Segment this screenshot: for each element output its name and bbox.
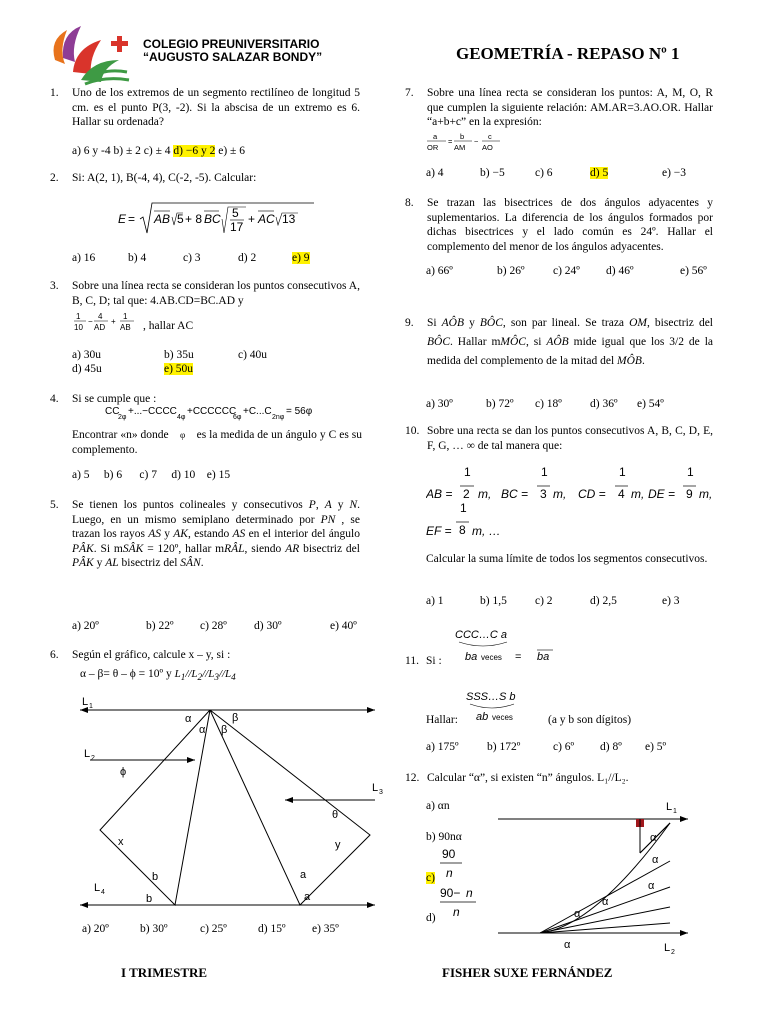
- digits-note: (a y b son dígitos): [548, 714, 632, 726]
- question-text: Calcular “α”, si existen “n” ángulos. L₁//L₂.: [427, 772, 629, 784]
- svg-text:AD: AD: [94, 323, 106, 332]
- formula-CC: [105, 404, 355, 429]
- svg-text:+: +: [111, 317, 116, 326]
- svg-text:CC: CC: [105, 406, 120, 417]
- svg-text:BC =: BC =: [501, 487, 529, 501]
- svg-text:+: +: [248, 212, 256, 226]
- svg-text:EF =: EF =: [426, 524, 452, 538]
- svg-text:+ 8: + 8: [185, 212, 203, 226]
- formula-q11-top: [455, 624, 565, 673]
- school-name-line1: COLEGIO PREUNIVERSITARIO: [143, 37, 320, 51]
- svg-text:3: 3: [379, 789, 383, 796]
- question-6-figure: [70, 695, 390, 930]
- svg-text:+...−CCCC: +...−CCCC: [128, 406, 177, 417]
- answer-highlight: d) 5: [590, 167, 609, 179]
- option-a: a) 30u: [72, 349, 102, 361]
- question-text: Se trazan las bisectrices de dos ángulos adyacentes y suplementarios. La diferencia de los ángulos formados por dichas bisectrices y el lado común es 24º. Hallar el complemento del menor de los ángulos adyacentes.: [427, 197, 713, 253]
- svg-text:ab: ab: [476, 711, 489, 723]
- answer-highlight: d) −6 y 2: [173, 145, 216, 157]
- option-c: c) 18º: [535, 398, 562, 410]
- footer-right: FISHER SUXE FERNÁNDEZ: [442, 965, 613, 980]
- svg-text:9: 9: [686, 487, 693, 501]
- svg-text:1: 1: [541, 465, 548, 479]
- option-e: e) −3: [662, 167, 687, 179]
- option-b: b) 22º: [146, 620, 174, 632]
- options: a) 6 y -4 b) ± 2 c) ± 4: [72, 145, 171, 157]
- option-e: e) 56º: [680, 265, 707, 277]
- option-d: d) 30º: [254, 620, 282, 632]
- svg-text:DE =: DE =: [648, 487, 676, 501]
- svg-text:α: α: [648, 880, 655, 892]
- phi-symbol: φ: [180, 430, 186, 440]
- svg-text:b: b: [152, 871, 159, 883]
- option-c: c) 6º: [553, 741, 575, 753]
- svg-text:+C...C: +C...C: [243, 406, 272, 417]
- svg-text:α: α: [564, 939, 571, 951]
- question-number: 12.: [405, 772, 420, 784]
- svg-text:2nφ: 2nφ: [272, 414, 285, 421]
- svg-text:90−: 90−: [440, 886, 461, 900]
- svg-text:x: x: [118, 836, 124, 848]
- option-d: d) 45u: [72, 363, 102, 375]
- svg-text:n: n: [453, 905, 460, 919]
- svg-text:OR: OR: [427, 143, 439, 152]
- option-d: d) 2: [238, 252, 257, 264]
- question-text: Sobre una línea recta se consideran los puntos: A, M, O, R que cumplen la siguiente relación: AM.AR=3.AO.OR. Hallar “a+b+c” en la expresión:: [427, 87, 713, 128]
- question-text: Según el gráfico, calcule x – y, si :: [72, 649, 231, 661]
- option-b: b) 90nα: [426, 831, 462, 843]
- svg-text:17: 17: [230, 220, 244, 234]
- formula-ratio: [72, 310, 144, 339]
- svg-text:1: 1: [89, 703, 93, 710]
- svg-text:α: α: [185, 713, 192, 725]
- svg-text:c: c: [488, 132, 492, 141]
- option-a: a) 66º: [426, 265, 453, 277]
- option-a: a) 20º: [82, 923, 109, 935]
- svg-text:m,: m,: [699, 487, 713, 501]
- option-d-fraction: [440, 885, 480, 926]
- option-d: d) 15º: [258, 923, 286, 935]
- svg-text:a: a: [300, 869, 307, 881]
- svg-text:AB: AB: [154, 212, 171, 226]
- answer-highlight: e) 9: [292, 252, 310, 264]
- svg-text:+CCCCCC: +CCCCCC: [187, 406, 237, 417]
- option-a: a) 30º: [426, 398, 453, 410]
- svg-text:AM: AM: [454, 143, 466, 152]
- svg-text:veces: veces: [492, 713, 513, 722]
- option-e: e) ± 6: [218, 145, 245, 157]
- question-number: 9.: [405, 317, 414, 329]
- option-c: c) 40u: [238, 349, 268, 361]
- option-a: a) αn: [426, 800, 450, 812]
- option-a: a) 1: [426, 595, 444, 607]
- option-c: c) 6: [535, 167, 553, 179]
- svg-text:1: 1: [673, 808, 677, 815]
- option-b: b) 72º: [486, 398, 514, 410]
- option-b: b) 26º: [497, 265, 525, 277]
- svg-text:−: −: [474, 137, 479, 146]
- option-d: d) 46º: [606, 265, 634, 277]
- svg-text:4φ: 4φ: [177, 414, 186, 421]
- svg-text:5: 5: [177, 212, 184, 226]
- svg-text:1: 1: [123, 312, 128, 321]
- svg-text:b: b: [460, 132, 465, 141]
- svg-text:BC: BC: [204, 212, 221, 226]
- svg-text:4: 4: [98, 312, 103, 321]
- option-b: b) 4: [128, 252, 147, 264]
- option-e: e) 40º: [330, 620, 357, 632]
- question-text: es la medida de un ángulo y C es su complemento.: [72, 429, 363, 456]
- svg-text:n: n: [446, 866, 453, 880]
- option-c: c) 24º: [553, 265, 580, 277]
- option-b: b) 172º: [487, 741, 521, 753]
- question-number: 10.: [405, 425, 420, 437]
- svg-text:3: 3: [540, 487, 547, 501]
- option-c: c) 2: [535, 595, 553, 607]
- svg-text:L: L: [84, 748, 91, 760]
- school-logo: [45, 20, 133, 86]
- formula-E: [118, 197, 318, 246]
- question-12-figure: [494, 795, 694, 960]
- option-b: b) 30º: [140, 923, 168, 935]
- option-a: a) 4: [426, 167, 444, 179]
- svg-text:2: 2: [671, 949, 675, 955]
- svg-text:8: 8: [459, 523, 466, 537]
- svg-text:−: −: [88, 317, 93, 326]
- svg-text:L: L: [94, 882, 101, 894]
- svg-text:1: 1: [464, 465, 471, 479]
- question-number: 7.: [405, 87, 414, 99]
- svg-text:α: α: [199, 724, 206, 736]
- formula-segments: [426, 462, 716, 547]
- option-c: c) 3: [183, 252, 201, 264]
- svg-text:a: a: [304, 891, 311, 903]
- svg-text:m,: m,: [553, 487, 567, 501]
- question-text: Si AÔB y BÔC, son par lineal. Se traza OM, bisectriz del BÔC. Hallar mMÔC, si AÔB mide igual que los 3/2 de la medida del complemento de la mitad del MÔB.: [427, 317, 713, 367]
- option-e: e) 5º: [645, 741, 667, 753]
- si-label: Si :: [426, 655, 442, 667]
- svg-text:SSS…S b: SSS…S b: [466, 691, 516, 703]
- svg-text:L: L: [372, 782, 379, 794]
- question-number: 1.: [50, 87, 59, 99]
- svg-text:CD =: CD =: [578, 487, 606, 501]
- svg-text:=: =: [515, 651, 522, 663]
- school-name-line2: “AUGUSTO SALAZAR BONDY”: [143, 50, 323, 64]
- svg-text:= 56φ: = 56φ: [286, 406, 313, 417]
- question-number: 11.: [405, 655, 419, 667]
- svg-text:m,: m,: [478, 487, 492, 501]
- answer-highlight: c): [426, 872, 435, 884]
- hallar-label: Hallar:: [426, 714, 458, 726]
- svg-text:ba: ba: [537, 651, 550, 663]
- question-number: 3.: [50, 280, 59, 292]
- svg-text:L: L: [82, 696, 89, 708]
- svg-text:2: 2: [91, 755, 95, 762]
- svg-text:AC: AC: [258, 212, 275, 226]
- svg-text:1: 1: [619, 465, 626, 479]
- question-number: 4.: [50, 393, 59, 405]
- svg-text:α: α: [602, 896, 609, 908]
- option-c-fraction: [440, 846, 470, 887]
- svg-text:1: 1: [76, 312, 81, 321]
- question-3-tail: , hallar AC: [143, 320, 194, 332]
- svg-text:90: 90: [442, 847, 456, 861]
- svg-text:L: L: [666, 801, 673, 813]
- svg-text:5: 5: [232, 206, 239, 220]
- question-text: Encontrar «n» donde: [72, 429, 169, 441]
- option-c: c) 25º: [200, 923, 227, 935]
- question-text: Sobre una línea recta se consideran los puntos consecutivos A, B, C, D; tal que: 4.AB.CD=BC.AD y: [72, 280, 360, 307]
- option-e: e) 35º: [312, 923, 339, 935]
- svg-text:α: α: [574, 908, 581, 920]
- question-number: 2.: [50, 172, 59, 184]
- question-6-condition: α – β= θ – ϕ = 10º y $L_1//L_2//L_3//L_4$: [80, 668, 236, 683]
- svg-text:2φ: 2φ: [118, 414, 127, 421]
- option-b: b) 1,5: [480, 595, 507, 607]
- footer-left: I TRIMESTRE: [121, 965, 208, 980]
- svg-text:13: 13: [282, 212, 296, 226]
- svg-text:E: E: [118, 212, 127, 226]
- option-b: b) 35u: [164, 349, 194, 361]
- svg-text:1: 1: [460, 501, 467, 515]
- option-e: e) 3: [662, 595, 680, 607]
- svg-text:=: =: [448, 137, 453, 146]
- svg-text:α: α: [652, 854, 659, 866]
- option-d: d) 8º: [600, 741, 622, 753]
- svg-text:AO: AO: [482, 143, 493, 152]
- question-1-options: [72, 145, 245, 157]
- option-a: a) 16: [72, 252, 96, 264]
- question-text: Si se cumple que :: [72, 393, 157, 405]
- question-4-line2: [72, 428, 362, 457]
- option-d: d): [426, 912, 436, 924]
- svg-text:6φ: 6φ: [233, 414, 242, 421]
- formula-q11-bottom: [466, 686, 556, 731]
- option-e: e) 54º: [637, 398, 664, 410]
- question-text: Uno de los extremos de un segmento rectilíneo de longitud 5 cm. es el punto P(3, -2). Si la abscisa de un extremo es 6. Hallar su ordenada?: [72, 87, 360, 128]
- svg-text:AB =: AB =: [426, 487, 453, 501]
- question-number: 8.: [405, 197, 414, 209]
- svg-text:m,: m,: [631, 487, 645, 501]
- question-4-options: a) 5 b) 6 c) 7 d) 10 e) 15: [72, 469, 231, 481]
- formula-abc: [426, 131, 506, 158]
- svg-text:4: 4: [101, 889, 105, 896]
- svg-text:L: L: [664, 942, 671, 954]
- svg-text:θ: θ: [332, 809, 339, 821]
- question-text: Se tienen los puntos colineales y consecutivos P, A y N. Luego, en un mismo semiplano determinado por PN , se trazan los rayos AS y AK, estando AS en el interior del ángulo PÂK. Si mSÂK = 120º, hallar mRÂL, siendo AR bisectriz del PÂK y AL bisectriz del SÂN.: [72, 499, 361, 569]
- question-10-line2: Calcular la suma límite de todos los segmentos consecutivos.: [426, 553, 708, 565]
- svg-text:CCC…C a: CCC…C a: [455, 629, 507, 641]
- option-a: a) 175º: [426, 741, 459, 753]
- option-a: a) 20º: [72, 620, 99, 632]
- option-c: c) 28º: [200, 620, 227, 632]
- svg-text:a: a: [433, 132, 438, 141]
- svg-text:4: 4: [618, 487, 625, 501]
- svg-text:n: n: [466, 886, 473, 900]
- svg-text:m, …: m, …: [472, 524, 501, 538]
- option-b: b) −5: [480, 167, 505, 179]
- condition-text: α – β= θ – ϕ = 10º y: [80, 668, 172, 680]
- option-d: d) 2,5: [590, 595, 617, 607]
- svg-text:β: β: [232, 712, 239, 724]
- svg-text:ba: ba: [465, 651, 478, 663]
- svg-text:2: 2: [463, 487, 470, 501]
- svg-text:10: 10: [74, 323, 83, 332]
- svg-text:y: y: [335, 839, 341, 851]
- question-text: Si: A(2, 1), B(-4, 4), C(-2, -5). Calcular:: [72, 172, 257, 184]
- svg-text:AB: AB: [120, 323, 131, 332]
- svg-text:β: β: [221, 724, 228, 736]
- answer-highlight: e) 50u: [164, 363, 194, 375]
- page-title: GEOMETRÍA - REPASO Nº 1: [456, 44, 680, 63]
- svg-text:=: =: [128, 212, 136, 226]
- option-d: d) 36º: [590, 398, 618, 410]
- svg-text:b: b: [146, 893, 153, 905]
- svg-text:veces: veces: [481, 653, 502, 662]
- question-number: 5.: [50, 499, 59, 511]
- question-number: 6.: [50, 649, 59, 661]
- svg-text:ϕ: ϕ: [120, 766, 127, 778]
- question-text: Sobre una recta se dan los puntos consecutivos A, B, C, D, E, F, G, … ∞ de tal manera que:: [427, 425, 713, 452]
- svg-text:α: α: [650, 832, 657, 844]
- svg-text:1: 1: [687, 465, 694, 479]
